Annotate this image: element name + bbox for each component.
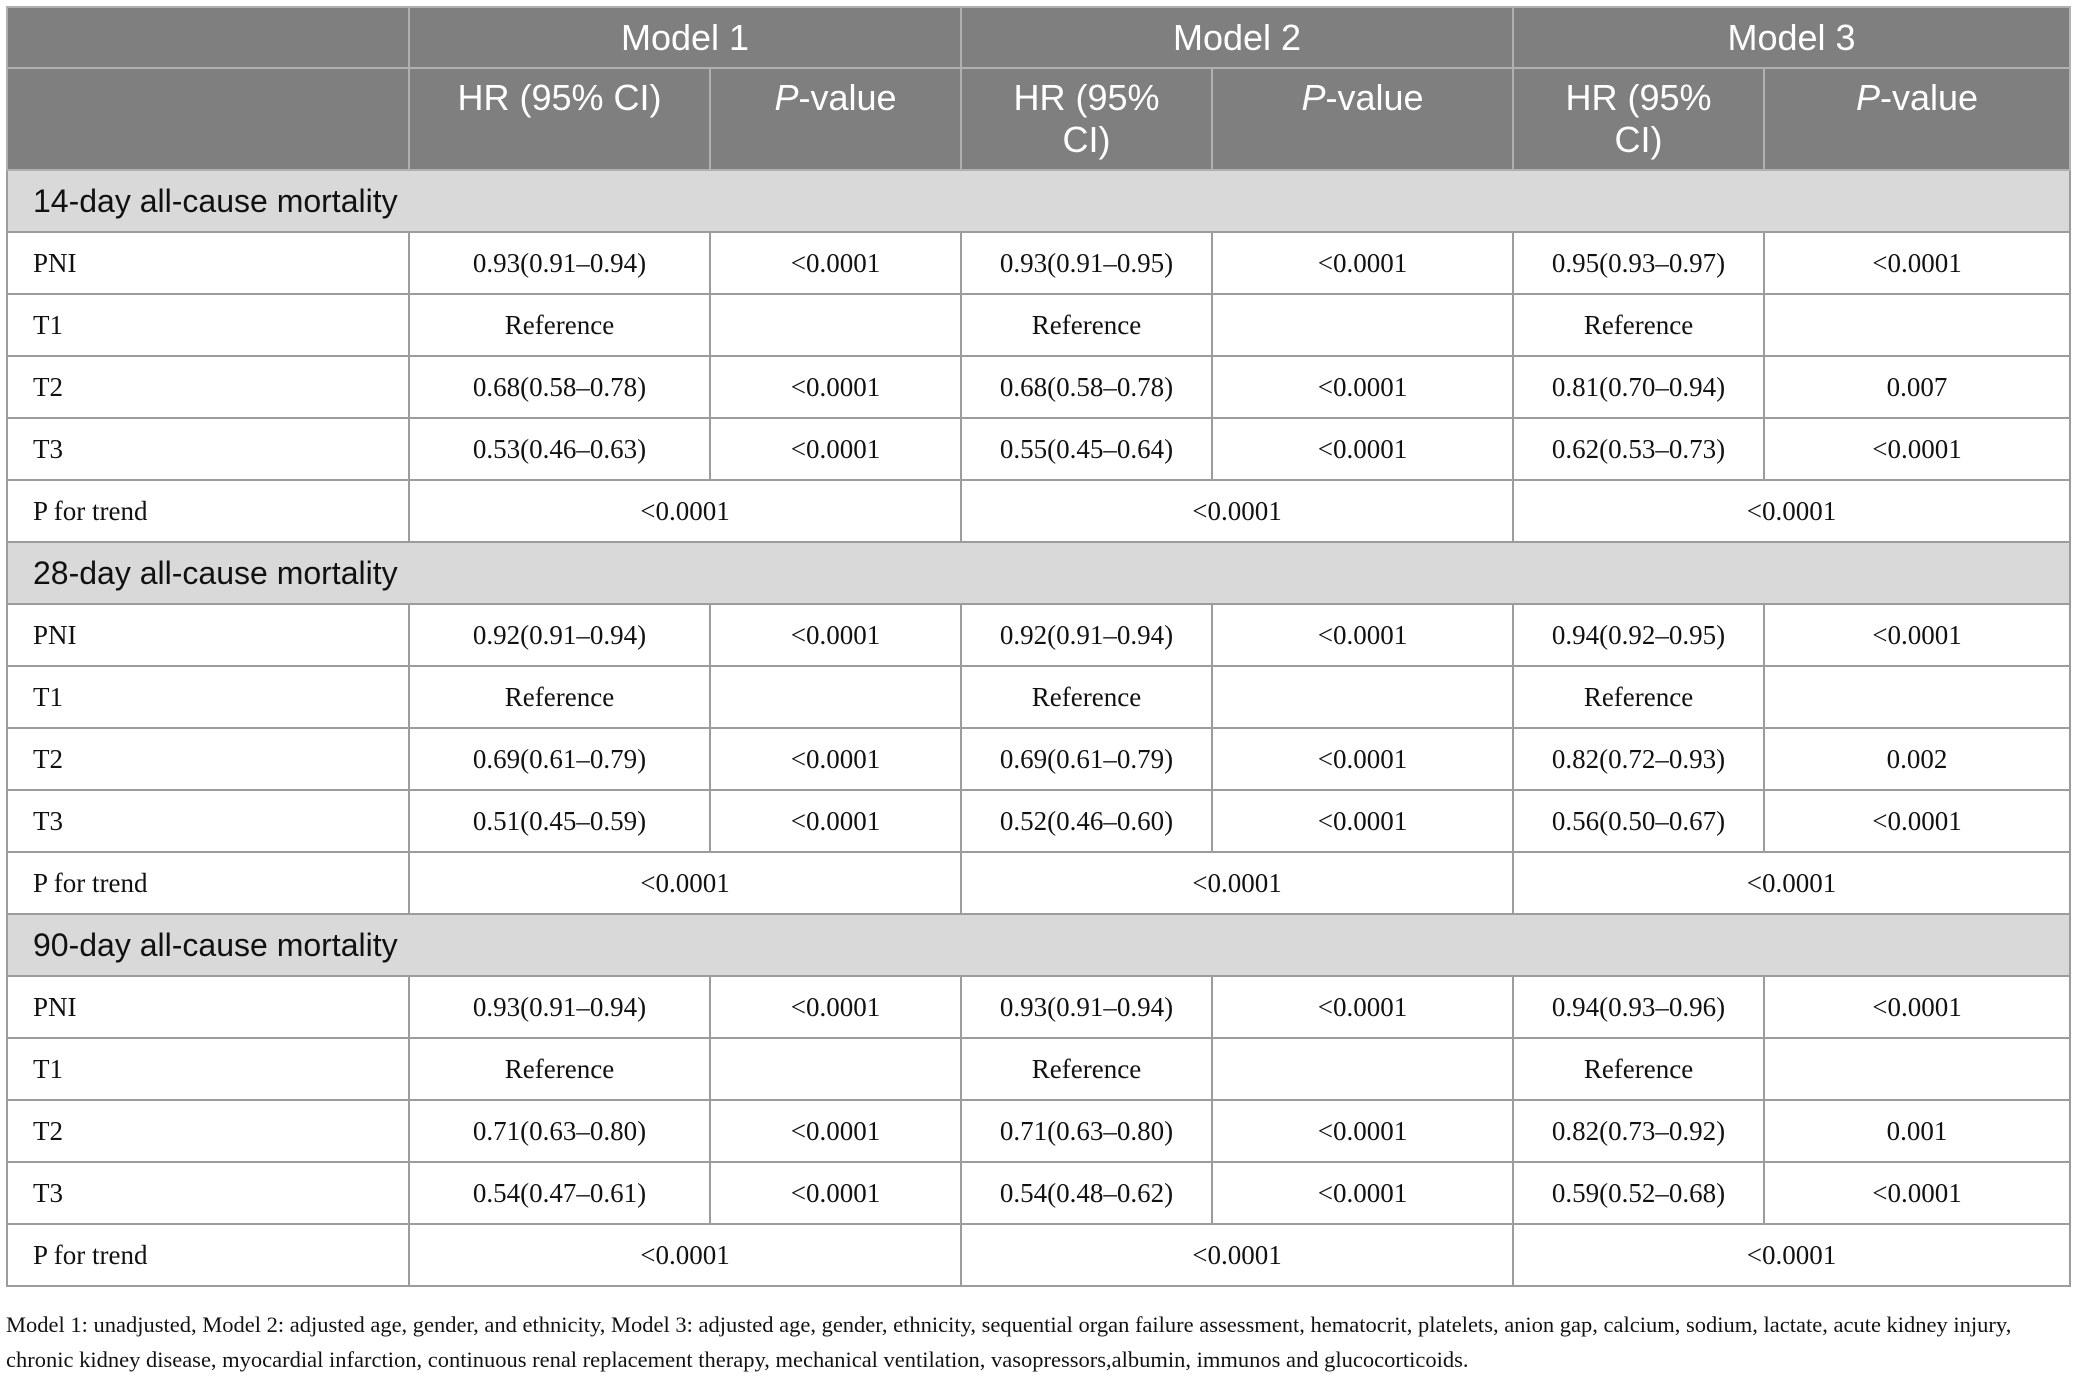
hr-ci-cell: Reference — [961, 666, 1212, 728]
p-value-cell: <0.0001 — [1212, 728, 1513, 790]
p-value-cell: <0.0001 — [1764, 1162, 2070, 1224]
results-table-container — [6, 6, 2069, 1287]
section-title: 28-day all-cause mortality — [7, 542, 2070, 604]
p-value-cell: <0.0001 — [1764, 418, 2070, 480]
table-footnote: Model 1: unadjusted, Model 2: adjusted age, gender, and ethnicity, Model 3: adjusted age, gender, ethnicity, sequential organ failure assessment, hematocrit, platelets, anion gap, calcium, sodium, lactate, acute kidney injury, chronic kidney disease, myocardial infarction, continuous renal replacement therapy, mechanical ventilation, vasopressors,albumin, immunos and glucocorticoids. — [6, 1312, 2012, 1372]
hr-ci-cell: Reference — [409, 666, 710, 728]
row-label: T2 — [7, 356, 409, 418]
p-value-cell: <0.0001 — [1212, 356, 1513, 418]
hr-ci-cell: 0.81(0.70–0.94) — [1513, 356, 1764, 418]
p-value-cell: <0.0001 — [1212, 790, 1513, 852]
p-value-cell: <0.0001 — [710, 976, 961, 1038]
header-hr-ci: HR (95% CI) — [1513, 68, 1764, 170]
table-row — [7, 1038, 2070, 1100]
p-value-cell — [1764, 666, 2070, 728]
row-label: P for trend — [7, 852, 409, 914]
hr-ci-cell: 0.93(0.91–0.94) — [961, 976, 1212, 1038]
p-suffix: -value — [1325, 77, 1424, 118]
table-row — [7, 418, 2070, 480]
hr-ci-cell: 0.82(0.73–0.92) — [1513, 1100, 1764, 1162]
section-title: 90-day all-cause mortality — [7, 914, 2070, 976]
hr-ci-cell: 0.55(0.45–0.64) — [961, 418, 1212, 480]
p-value-cell: <0.0001 — [710, 418, 961, 480]
hr-ci-cell: 0.92(0.91–0.94) — [409, 604, 710, 666]
trend-value-cell: <0.0001 — [409, 852, 961, 914]
p-value-cell: <0.0001 — [710, 232, 961, 294]
p-value-cell — [710, 666, 961, 728]
trend-value-cell: <0.0001 — [961, 1224, 1513, 1286]
header-model-3: Model 3 — [1513, 7, 2070, 68]
p-letter: P — [1301, 77, 1326, 118]
row-label: T3 — [7, 418, 409, 480]
section-title: 14-day all-cause mortality — [7, 170, 2070, 232]
p-value-cell — [710, 1038, 961, 1100]
section-header-row — [7, 914, 2070, 976]
table-row — [7, 790, 2070, 852]
table-header — [7, 7, 2070, 170]
hr-ci-cell: 0.52(0.46–0.60) — [961, 790, 1212, 852]
hr-ci-cell: 0.62(0.53–0.73) — [1513, 418, 1764, 480]
p-value-cell: <0.0001 — [1764, 976, 2070, 1038]
p-value-cell: <0.0001 — [1212, 1162, 1513, 1224]
header-corner-cell-2 — [7, 68, 409, 170]
p-value-cell: <0.0001 — [1212, 418, 1513, 480]
row-label: T3 — [7, 790, 409, 852]
hr-ci-cell: 0.69(0.61–0.79) — [961, 728, 1212, 790]
p-value-cell: <0.0001 — [1212, 232, 1513, 294]
trend-value-cell: <0.0001 — [1513, 480, 2070, 542]
header-hr-ci: HR (95% CI) — [409, 68, 710, 170]
p-value-cell: <0.0001 — [1212, 976, 1513, 1038]
p-value-cell: <0.0001 — [710, 1100, 961, 1162]
header-p-value — [1212, 68, 1513, 170]
p-value-cell: <0.0001 — [1212, 1100, 1513, 1162]
header-corner-cell — [7, 7, 409, 68]
hr-ci-cell: 0.82(0.72–0.93) — [1513, 728, 1764, 790]
hr-ci-cell: Reference — [1513, 666, 1764, 728]
p-value-cell: 0.007 — [1764, 356, 2070, 418]
trend-row — [7, 1224, 2070, 1286]
row-label: T1 — [7, 294, 409, 356]
trend-row — [7, 852, 2070, 914]
row-label: P for trend — [7, 1224, 409, 1286]
table-row — [7, 604, 2070, 666]
header-hr-ci: HR (95% CI) — [961, 68, 1212, 170]
p-value-cell: 0.002 — [1764, 728, 2070, 790]
row-label: PNI — [7, 976, 409, 1038]
table-row — [7, 1162, 2070, 1224]
header-row-models — [7, 7, 2070, 68]
table-row — [7, 1100, 2070, 1162]
p-value-cell — [710, 294, 961, 356]
row-label: P for trend — [7, 480, 409, 542]
p-suffix: -value — [1880, 77, 1979, 118]
trend-row — [7, 480, 2070, 542]
hr-ci-cell: 0.53(0.46–0.63) — [409, 418, 710, 480]
header-model-2: Model 2 — [961, 7, 1513, 68]
section-header-row — [7, 542, 2070, 604]
hr-ci-cell: 0.93(0.91–0.95) — [961, 232, 1212, 294]
p-value-cell: <0.0001 — [710, 728, 961, 790]
p-value-cell: <0.0001 — [1764, 604, 2070, 666]
hr-ci-cell: 0.56(0.50–0.67) — [1513, 790, 1764, 852]
table-row — [7, 976, 2070, 1038]
hr-ci-cell: Reference — [961, 294, 1212, 356]
header-model-1: Model 1 — [409, 7, 961, 68]
row-label: PNI — [7, 604, 409, 666]
hr-ci-cell: 0.54(0.48–0.62) — [961, 1162, 1212, 1224]
table-row — [7, 666, 2070, 728]
table-body — [7, 170, 2070, 1286]
trend-value-cell: <0.0001 — [1513, 1224, 2070, 1286]
p-value-cell: <0.0001 — [1764, 790, 2070, 852]
row-label: T3 — [7, 1162, 409, 1224]
hr-ci-cell: 0.71(0.63–0.80) — [409, 1100, 710, 1162]
p-value-cell — [1764, 1038, 2070, 1100]
p-value-cell: <0.0001 — [710, 790, 961, 852]
p-value-cell: <0.0001 — [1212, 604, 1513, 666]
table-row — [7, 728, 2070, 790]
p-value-cell: 0.001 — [1764, 1100, 2070, 1162]
trend-value-cell: <0.0001 — [409, 480, 961, 542]
table-row — [7, 294, 2070, 356]
header-p-value — [1764, 68, 2070, 170]
hr-ci-cell: Reference — [1513, 294, 1764, 356]
p-value-cell — [1212, 1038, 1513, 1100]
hr-ci-cell: 0.93(0.91–0.94) — [409, 232, 710, 294]
hr-ci-cell: Reference — [1513, 1038, 1764, 1100]
p-suffix: -value — [798, 77, 897, 118]
hazard-ratio-table — [6, 6, 2071, 1287]
hr-ci-cell: 0.59(0.52–0.68) — [1513, 1162, 1764, 1224]
row-label: T1 — [7, 666, 409, 728]
trend-value-cell: <0.0001 — [1513, 852, 2070, 914]
hr-ci-cell: 0.95(0.93–0.97) — [1513, 232, 1764, 294]
row-label: T2 — [7, 1100, 409, 1162]
p-value-cell — [1212, 294, 1513, 356]
hr-ci-cell: 0.92(0.91–0.94) — [961, 604, 1212, 666]
trend-value-cell: <0.0001 — [961, 852, 1513, 914]
row-label: T1 — [7, 1038, 409, 1100]
p-value-cell: <0.0001 — [710, 356, 961, 418]
header-p-value — [710, 68, 961, 170]
p-value-cell: <0.0001 — [710, 1162, 961, 1224]
table-row — [7, 356, 2070, 418]
p-letter: P — [1856, 77, 1881, 118]
hr-ci-cell: 0.94(0.93–0.96) — [1513, 976, 1764, 1038]
hr-ci-cell: 0.68(0.58–0.78) — [409, 356, 710, 418]
hr-ci-cell: 0.68(0.58–0.78) — [961, 356, 1212, 418]
hr-ci-cell: 0.93(0.91–0.94) — [409, 976, 710, 1038]
p-value-cell: <0.0001 — [1764, 232, 2070, 294]
hr-ci-cell: 0.69(0.61–0.79) — [409, 728, 710, 790]
table-row — [7, 232, 2070, 294]
hr-ci-cell: 0.94(0.92–0.95) — [1513, 604, 1764, 666]
header-row-metrics — [7, 68, 2070, 170]
hr-ci-cell: 0.51(0.45–0.59) — [409, 790, 710, 852]
p-letter: P — [774, 77, 799, 118]
trend-value-cell: <0.0001 — [409, 1224, 961, 1286]
p-value-cell: <0.0001 — [710, 604, 961, 666]
hr-ci-cell: Reference — [409, 1038, 710, 1100]
hr-ci-cell: Reference — [409, 294, 710, 356]
p-value-cell — [1212, 666, 1513, 728]
hr-ci-cell: 0.71(0.63–0.80) — [961, 1100, 1212, 1162]
trend-value-cell: <0.0001 — [961, 480, 1513, 542]
p-value-cell — [1764, 294, 2070, 356]
hr-ci-cell: 0.54(0.47–0.61) — [409, 1162, 710, 1224]
hr-ci-cell: Reference — [961, 1038, 1212, 1100]
section-header-row — [7, 170, 2070, 232]
row-label: T2 — [7, 728, 409, 790]
row-label: PNI — [7, 232, 409, 294]
